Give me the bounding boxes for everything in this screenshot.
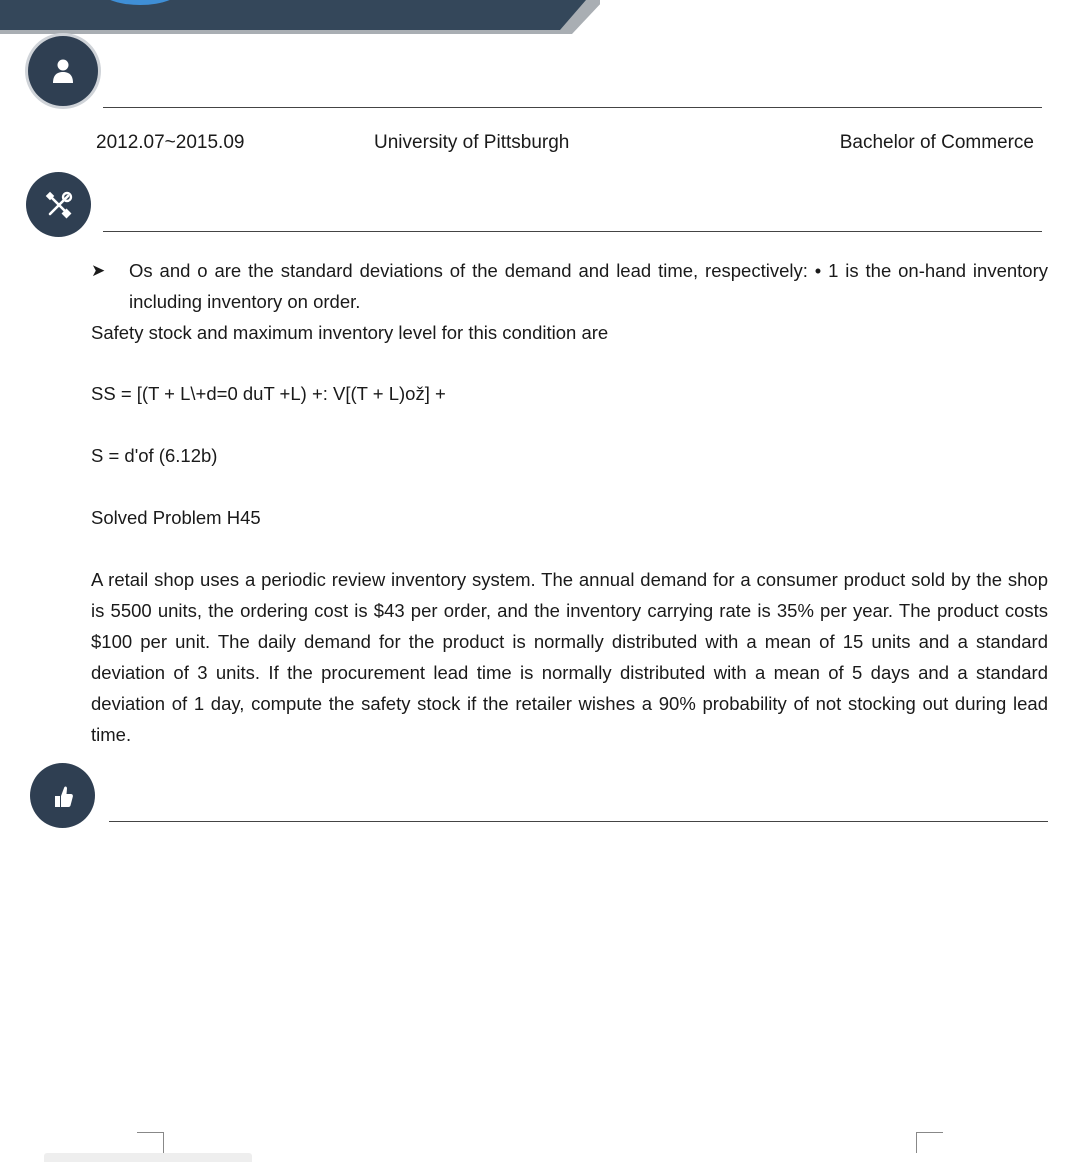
bullet-text: Os and o are the standard deviations of the demand and lead time, respectively: • 1 is the on-hand inventory including inventory on order. [129,260,1048,312]
education-dates: 2012.07~2015.09 [96,132,245,153]
problem-text: A retail shop uses a periodic review inventory system. The annual demand for a consumer product sold by the shop is 5500 units, the ordering cost is $43 per order, and the inventory carrying rate is 35% per year. The product costs $100 per unit. The daily demand for the product is normally distributed with a mean of 15 units and a standard deviation of 3 units. If the procurement lead time is normally distributed with a mean of 5 days and a standard deviation of 1 day, compute the safety stock if the retailer wishes a 90% probability of not stocking out during lead time. [91,569,1048,745]
next-page-edge [44,1153,252,1162]
safety-stock-line: Safety stock and maximum inventory level for this condition are [91,322,609,343]
evaluation-divider [109,821,1048,822]
tools-icon [43,189,75,221]
skills-section-icon [26,172,91,237]
arrow-bullet-icon: ➤ [91,261,106,280]
problem-title: Solved Problem H45 [91,507,261,528]
education-school: University of Pittsburgh [374,132,570,153]
page-corner-mark-right [916,1132,943,1153]
header-banner [0,0,600,34]
header-banner-body [0,0,586,30]
education-divider [103,107,1042,108]
user-icon [48,56,78,86]
formula-ss: SS = [(T + L\+d=0 duT +L) +: V[(T + L)ož] + [91,383,446,404]
formula-s: S = d'of (6.12b) [91,445,218,466]
evaluation-section-icon [30,763,95,828]
skills-divider [103,231,1042,232]
page-corner-mark-left [137,1132,164,1153]
profile-section-icon [28,36,98,106]
bullet-item [91,255,1048,317]
education-degree: Bachelor of Commerce [839,132,1034,153]
thumbs-up-icon [48,781,78,811]
